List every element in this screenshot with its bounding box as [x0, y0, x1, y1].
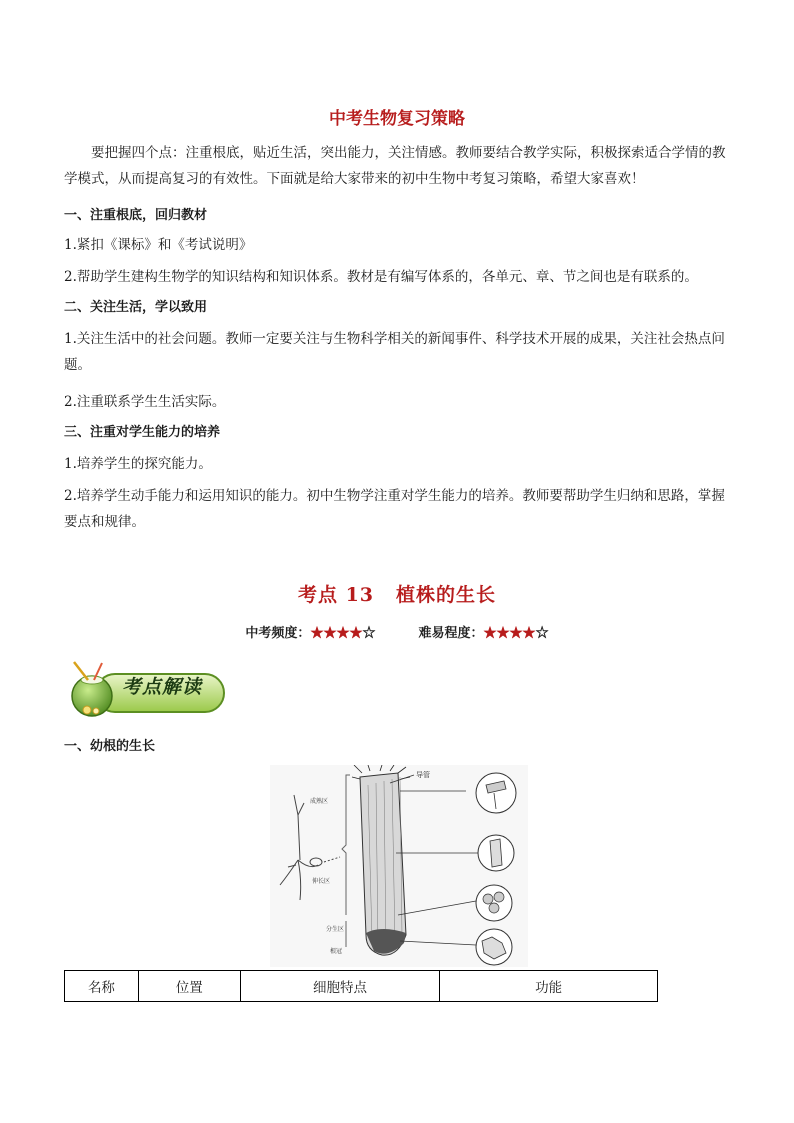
- table-header-cell-features: 细胞特点: [240, 971, 440, 1002]
- table-header-row: [65, 971, 658, 1002]
- section-3-item-2: 2.培养学生动手能力和运用知识的能力。初中生物学注重对学生能力的培养。教师要帮助学生归纳和思路，掌握要点和规律。: [64, 488, 725, 530]
- badge-label: 考点解读: [122, 676, 203, 698]
- section-2-item-1: 1.关注生活中的社会问题。教师一定要关注与生物科学相关的新闻事件、科学技术开展的成果，关注社会热点问题。: [64, 331, 725, 373]
- frequency-stars-filled: ★★★★: [310, 626, 363, 641]
- key-point-badge: [66, 660, 226, 718]
- section-3-item-1: 1.培养学生的探究能力。: [64, 456, 212, 472]
- label-meristem-zone: 分生区: [326, 926, 345, 933]
- rating-row: [0, 622, 794, 641]
- section-heading-3: 三、注重对学生能力的培养: [64, 425, 221, 440]
- difficulty-stars-empty: ☆: [535, 626, 549, 641]
- frequency-stars-empty: ☆: [362, 626, 376, 641]
- table-header-function: 功能: [440, 971, 658, 1002]
- frequency-label: 中考频度：: [245, 626, 311, 641]
- label-root-cap: 根冠: [330, 948, 343, 955]
- label-maturation-zone: 成熟区: [310, 798, 329, 805]
- difficulty-stars-filled: ★★★★: [483, 626, 536, 641]
- label-vessel: 导管: [416, 771, 430, 779]
- section-1-item-2: 2.帮助学生建构生物学的知识结构和知识体系。教材是有编写体系的，各单元、章、节之间也是有联系的。: [64, 269, 698, 285]
- section-1-item-1: 1.紧扣《课标》和《考试说明》: [64, 237, 253, 253]
- page-title: 中考生物复习策略: [329, 109, 465, 129]
- topic-name: 植株的生长: [396, 584, 497, 606]
- table-header-position: 位置: [138, 971, 240, 1002]
- topic-prefix: 考点 13: [297, 584, 375, 606]
- difficulty-label: 难易程度：: [418, 626, 484, 641]
- subheading-root-growth: 一、幼根的生长: [64, 739, 156, 754]
- root-zones-table: [64, 970, 658, 1002]
- intro-paragraph: 要把握四个点：注重根底，贴近生活，突出能力，关注情感。教师要结合教学实际，积极探索适合学情的教学模式，从而提高复习的有效性。下面就是给大家带来的初中生物中考复习策略，希望大家喜欢！: [64, 145, 726, 187]
- label-elongation-zone: 伸长区: [312, 878, 331, 885]
- table-header-name: 名称: [65, 971, 139, 1002]
- section-2-item-2: 2.注重联系学生生活实际。: [64, 394, 226, 410]
- root-diagram: [270, 765, 528, 967]
- section-heading-1: 一、注重根底，回归教材: [64, 208, 208, 223]
- root-structure-figure: [270, 765, 528, 967]
- topic-title: [0, 580, 794, 607]
- section-heading-2: 二、关注生活，学以致用: [64, 300, 208, 315]
